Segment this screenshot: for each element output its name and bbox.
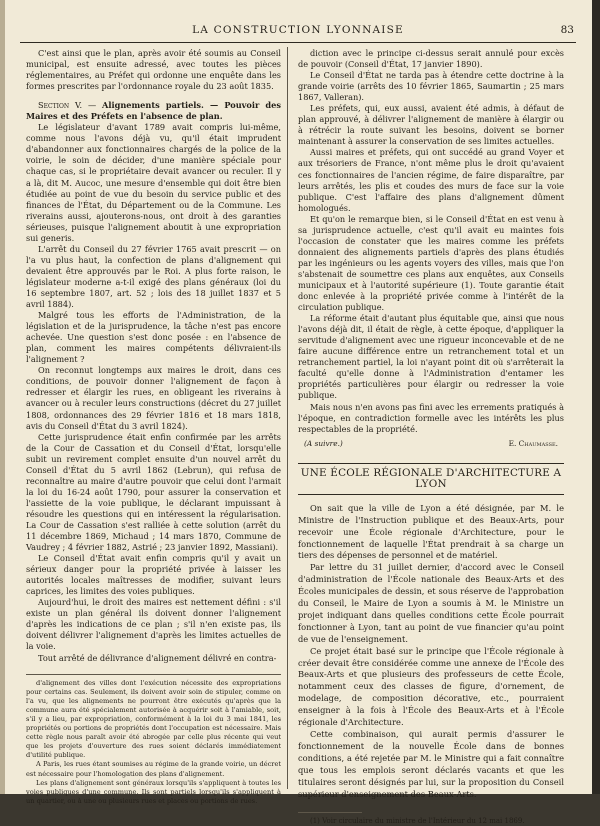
paragraph: On sait que la ville de Lyon a été désignée, par M. le Ministre de l'Instruction publique et des Beaux-Arts, pour recevoir une École régionale d'Architecture, pour le fonctionnement de laquelle l'État prendrait à sa charge un tiers des dépenses de personnel et de matériel.	[298, 502, 564, 561]
page-header	[20, 24, 576, 42]
page-number: 83	[560, 24, 574, 36]
paragraph: Cette jurisprudence était enfin confirmée par les arrêts de la Cour de Cassation et du Conseil d'État, lorsqu'elle subit un revirement complet ensuite d'un nouvel arrêt du Conseil d'État du 5 avril 1862 (Lebrun), qui refusa de reconnaître au maire d'autre pouvoir que celui dont l'armait la loi du 16-24 août 1790, pour assurer la conservation et l'assiette de la voie publique, le déclarant impuissant à résoudre les questions qui en intéressent la régularisation. La Cour de Cassation s'est ralliée à cette solution (arrêt du 11 décembre 1869, Michaud ; 14 mars 1870, Commune de Vaudrey ; 4 février 1882, Astrié ; 23 janvier 1892, Massiani).	[26, 431, 281, 553]
footnote: A Paris, les rues étant soumises au régime de la grande voirie, un décret est nécessaire pour l'homologation des plans d'alignement.	[26, 760, 281, 778]
paragraph: Cette combinaison, qui aurait permis d'assurer le fonctionnement de la nouvelle École dans de bonnes conditions, a été rejetée par M. le Ministre qui a fait connaître que tous les emplois seront déclarés vacants et que les titulaires seront désignés par lui, sur la proposition du Conseil supérieur d'enseignement des Beaux-Arts.	[298, 729, 564, 799]
footnote-rule	[298, 812, 362, 813]
paragraph: Tout arrêté de délivrance d'alignement délivré en contra-	[38, 652, 277, 663]
page-edge	[592, 0, 600, 794]
section-label: Section V. —	[38, 100, 97, 111]
page-spine-shadow	[0, 0, 5, 794]
paragraph: Le législateur d'avant 1789 avait compris lui-même, comme nous l'avons déjà vu, qu'il était imprudent d'abandonner aux fonctionnaires chargés de la police de la voirie, le soin de décider, d'une manière spéciale pour chaque cas, si le propriétaire devait avancer ou reculer. Il y a là, dit M. Aucoc, une mesure d'ensemble qui doit être bien étudiée au point de vue du besoin du service public et des finances de l'État, du Département ou de la Commune. Les riverains aussi, ajouterons-nous, ont droit à des garanties sérieuses, puisque l'alignement aboutit à une expropriation sui generis.	[26, 122, 281, 243]
paragraph: Par lettre du 31 juillet dernier, d'accord avec le Conseil d'administration de l'École nationale des Beaux-Arts et des Écoles municipales de dessin, et sous réserve de l'approbation du Conseil, le Maire de Lyon a soumis à M. le Ministre un projet indiquant dans quelles conditions cette École pourrait fonctionner à Lyon, tant au point de vue financier qu'au point de vue de l'enseignement.	[298, 562, 564, 644]
paragraph: Aujourd'hui, le droit des maires est nettement défini : s'il existe un plan général ils doivent donner l'alignement d'après les indications de ce plan ; s'il n'en existe pas, ils doivent délivrer l'alignement d'après les limites actuelles de la voie.	[26, 597, 281, 652]
column-divider	[287, 47, 288, 789]
paragraph: On reconnut longtemps aux maires le droit, dans ces conditions, de pouvoir donner l'alignement de façon à redresser et élargir les rues, en obligeant les riverains à avancer ou à reculer leurs constructions (décret du 27 juillet 1808, ordonnances des 29 février 1816 et 18 mars 1818, avis du Conseil d'État du 3 avril 1824).	[26, 365, 281, 431]
article-body	[298, 503, 564, 801]
footnote: (1) Voir circulaire du ministre de l'Intérieur du 12 mai 1869.	[310, 817, 525, 826]
paragraph: Le Conseil d'État ne tarda pas à étendre cette doctrine à la grande voirie (arrêts des 10 février 1865, Saumartin ; 25 mars 1867, Valleran).	[298, 70, 564, 103]
article-signature	[298, 438, 564, 449]
paragraph: Et qu'on le remarque bien, si le Conseil d'État en est venu à sa jurisprudence actuelle, c'est qu'il avait eu maintes fois l'occasion de constater que les maires comme les préfets donnaient des alignements partiels d'après des plans étudiés par les ingénieurs ou les agents voyers des villes, mais que l'on s'abstenait de soumettre ces plans aux enquêtes, aux Conseils municipaux et à l'autorité supérieure (1). Toute garantie était donc enlevée à la propriété privée comme à l'intérêt de la circulation publique.	[298, 213, 564, 313]
footnote: d'alignement des villes dont l'exécution nécessite des expropriations pour certains cas. Seulement, ils doivent avoir soin de stipuler, comme on l'a vu, que les alignements ne pourront être exécutés qu'après que la commune aura été spécialement autorisée à acquérir soit à l'amiable, soit, s'il y a lieu, par expropriation, conformément à la loi du 3 mai 1841, les propriétés ou portions de propriétés dont l'occupation est nécessaire. Mais cette règle nous paraît avoir été abrogée par celle plus récente qui veut que les projets d'ouverture des rues soient déclarés immédiatement d'utilité publique.	[26, 678, 281, 760]
footnote: Les plans d'alignement sont généraux lorsqu'ils s'appliquent à toutes les voies publiques d'une commune. Ils sont partiels lorsqu'ils s'appliquent à un quartier, ou à une ou plusieurs rues et places ou portions de rues.	[26, 778, 281, 805]
to-follow-note: (A suivre.)	[304, 438, 343, 448]
article-title: UNE ÉCOLE RÉGIONALE D'ARCHITECTURE A LYON	[298, 463, 564, 495]
paragraph: Ce projet était basé sur le principe que l'École régionale à créer devait être considérée comme une annexe de l'École des Beaux-Arts et que plusieurs des professeurs de cette École, notamment ceux des classes de figure, d'ornement, de modelage, de composition décorative, etc., pourraient enseigner à la fois à l'École des Beaux-Arts et à l'École régionale d'Architecture.	[298, 645, 564, 728]
header-rule	[20, 42, 576, 43]
paragraph: L'arrêt du Conseil du 27 février 1765 avait prescrit — on l'a vu plus haut, la confection de plans d'alignement qui devaient être approuvés par le Roi. A plus forte raison, le législateur moderne a-t-il exigé des plans généraux (loi du 16 septembre 1807, art. 52 ; lois des 18 juillet 1837 et 5 avril 1884).	[26, 243, 281, 310]
author-signature: E. Chaumasse.	[508, 438, 558, 448]
right-column	[298, 48, 564, 826]
paragraph: C'est ainsi que le plan, après avoir été soumis au Conseil municipal, est ensuite adressé, avec toutes les pièces réglementaires, au Préfet qui ordonne une enquête dans les formes prescrites par l'ordonnance royale du 23 août 1835.	[26, 48, 281, 92]
paragraph: Aussi maires et préfets, qui ont succédé au grand Voyer et aux trésoriers de France, n'ont même plus le droit qu'avaient ces fonctionnaires de l'ancien régime, de faire disparaître, par leurs arrêtés, les plis et coudes des murs de face sur la voie publique. C'est l'affaire des plans d'alignement dûment homologués.	[298, 147, 564, 213]
paragraph: Le Conseil d'État avait enfin compris qu'il y avait un sérieux danger pour la propriété privée à laisser les autorités locales maîtresses de modifier, suivant leurs caprices, les limites des voies publiques.	[26, 553, 281, 597]
section-title: Alignements partiels. — Pouvoir des Maires et des Préfets en l'absence de plan.	[26, 100, 281, 122]
running-title: LA CONSTRUCTION LYONNAISE	[192, 24, 404, 36]
paragraph: Les préfets, qui, eux aussi, avaient été admis, à défaut de plan approuvé, à délivrer l'alignement de manière à élargir ou à rétrécir la route suivant les besoins, doivent se borner maintenant à assurer la conservation de ses limites actuelles.	[298, 103, 564, 147]
left-column	[26, 48, 281, 806]
section-heading	[26, 100, 281, 122]
paragraph: La réforme était d'autant plus équitable que, ainsi que nous l'avons déjà dit, il était de règle, à cette époque, d'appliquer la servitude d'alignement avec une rigueur inconcevable et de ne faire aucune différence entre un retranchement total et un retranchement partiel, la loi n'ayant point dit où s'arrêterait la faculté qu'elle donne à l'Administration d'entamer les propriétés particulières pour élargir ou redresser la voie publique.	[298, 313, 564, 401]
footnotes	[26, 674, 281, 806]
paragraph: Mais nous n'en avons pas fini avec les errements pratiqués à l'époque, en contradiction formelle avec les intérêts les plus respectables de la propriété.	[298, 401, 564, 434]
paragraph: Malgré tous les efforts de l'Administration, de la législation et de la jurisprudence, la tâche n'est pas encore achevée. Une question s'est donc posée : en l'absence de plan, comment les maires compétents délivraient-ils l'alignement ?	[26, 310, 281, 365]
paragraph: diction avec le principe ci-dessus serait annulé pour excès de pouvoir (Conseil d'État, 17 janvier 1890).	[298, 48, 564, 70]
